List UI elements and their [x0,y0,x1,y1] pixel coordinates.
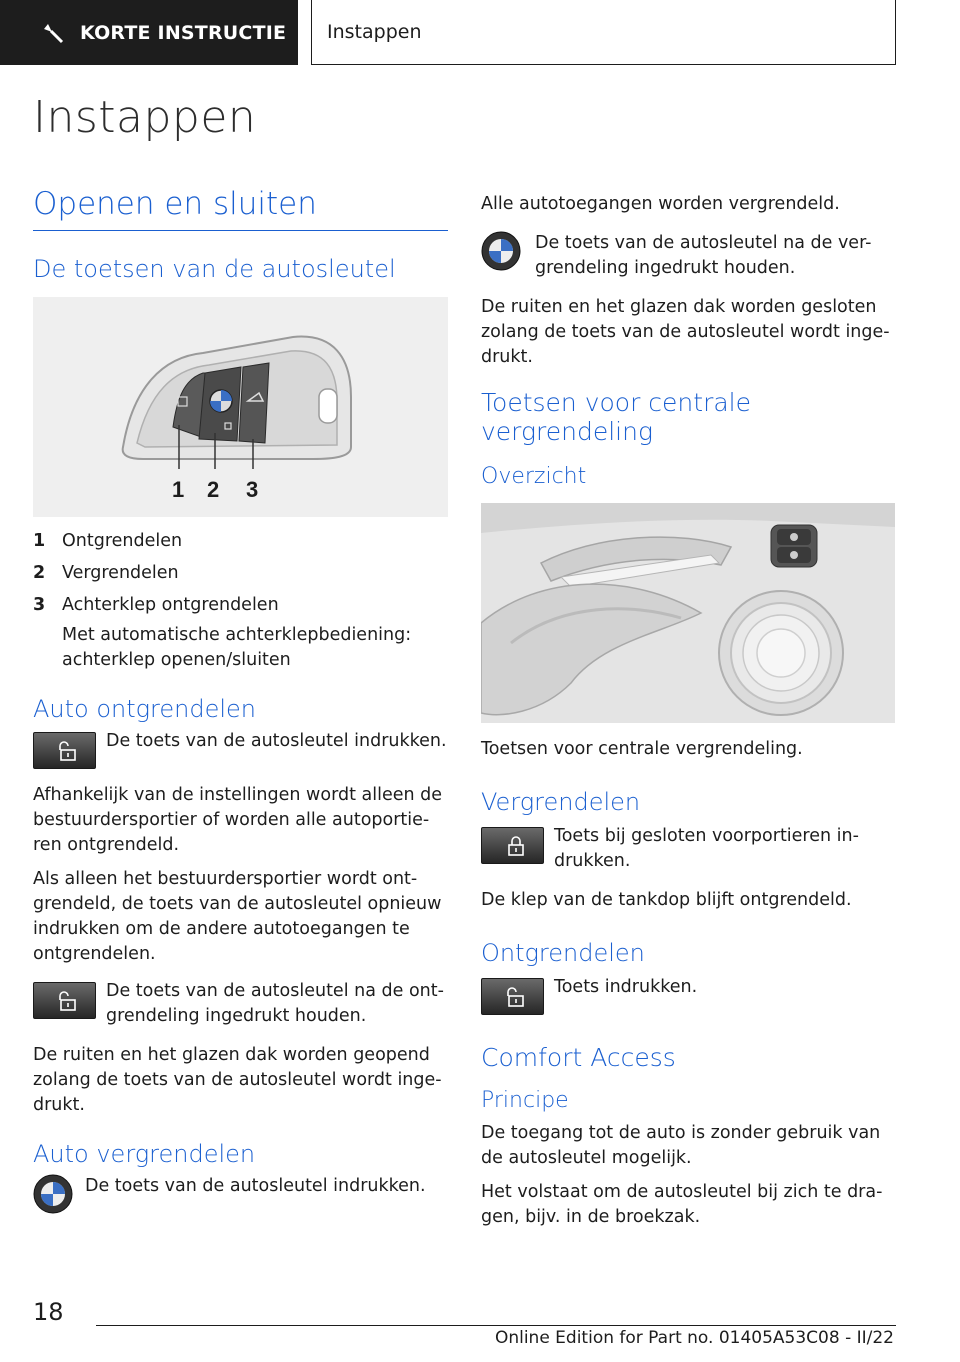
central-unlock-step [481,975,895,1015]
heading-openen-sluiten: Openen en sluiten [33,186,448,231]
page-title: Instappen [33,92,257,143]
step-text: De toets van de autosleutel na de ont-grendeling ingedrukt houden. [106,981,444,1026]
key-figure [33,297,448,517]
paragraph: Als alleen het bestuurdersportier wordt ont-grendeld, de toets van de autosleutel opnieuw indrukken om de andere autotoegangen te ontgrendelen. [33,869,442,964]
paragraph: Het volstaat om de autosleutel bij zich te dra-gen, bijv. in de broekzak. [481,1182,883,1227]
section-tab-label: KORTE INSTRUCTIE [80,21,287,44]
paragraph: Alle autotoegangen worden vergrendeld. [481,194,840,214]
list-item: 1 Ontgrendelen [33,531,183,551]
paragraph: De ruiten en het glazen dak worden geopend zolang de toets van de autosleutel wordt inge-drukt. [33,1045,442,1115]
edition-label: Online Edition for Part no. 01405A53C08 - II/22 [494,1328,894,1348]
lock-button-icon [481,827,544,864]
bmw-logo-button-icon [33,1174,73,1214]
step-text: De toets van de autosleutel indrukken. [85,1176,426,1196]
lock-step-1 [33,1174,448,1214]
step-text: Toets bij gesloten voorportieren in-drukken. [554,826,859,871]
unlock-button-icon [481,978,544,1015]
footer-divider [96,1325,896,1326]
left-column [33,186,448,1228]
page-label-box [311,0,896,65]
heading-central-locking: Toetsen voor centrale vergrendeling [481,388,752,446]
key-button-list [33,529,448,673]
step-text: Toets indrukken. [554,977,698,997]
car-key-illustration [33,297,448,517]
unlock-button-icon [33,982,96,1019]
unlock-step-2 [33,979,448,1029]
list-item: 3 Achterklep ontgrendelen [33,595,279,615]
paragraph: De toegang tot de auto is zonder gebruik van de autosleutel mogelijk. [481,1123,881,1168]
door-panel-figure [481,503,895,723]
callout-3: 3 [246,477,259,502]
central-lock-step [481,824,895,874]
step-text: De toets van de autosleutel indrukken. [106,731,447,751]
paragraph: De ruiten en het glazen dak worden gesloten zolang de toets van de autosleutel wordt inge-drukt. [481,297,890,367]
page-number: 18 [33,1298,64,1326]
heading-vergrendelen: Vergrendelen [481,788,641,816]
heading-auto-ontgrendelen: Auto ontgrendelen [33,695,257,723]
heading-auto-vergrendelen: Auto vergrendelen [33,1140,256,1168]
lock-step-2 [481,231,895,281]
section-tab[interactable] [0,0,298,65]
spark-icon [40,20,66,46]
list-item: 2 Vergrendelen [33,563,179,583]
heading-ontgrendelen: Ontgrendelen [481,939,645,967]
heading-principe: Principe [481,1088,569,1113]
paragraph: De klep van de tankdop blijft ontgrendeld. [481,890,852,910]
paragraph: Afhankelijk van de instellingen wordt alleen de bestuurdersportier of worden alle autoportie-ren ontgrendeld. [33,785,443,855]
right-column [481,186,895,1239]
step-text: De toets van de autosleutel na de ver-grendeling ingedrukt houden. [535,233,872,278]
bmw-logo-button-icon [481,231,521,271]
unlock-button-icon [33,732,96,769]
heading-overzicht: Overzicht [481,464,587,489]
unlock-step-1 [33,729,448,769]
list-item-note: Met automatische achterklepbediening: achterklep openen/sluiten [62,625,412,670]
callout-1: 1 [172,477,185,502]
page-label: Instappen [327,21,422,43]
heading-key-buttons: De toetsen van de autosleutel [33,255,396,283]
figure-caption: Toetsen voor centrale vergrendeling. [481,739,803,759]
door-panel-illustration [481,503,895,723]
callout-2: 2 [207,477,220,502]
heading-comfort-access: Comfort Access [481,1043,676,1072]
